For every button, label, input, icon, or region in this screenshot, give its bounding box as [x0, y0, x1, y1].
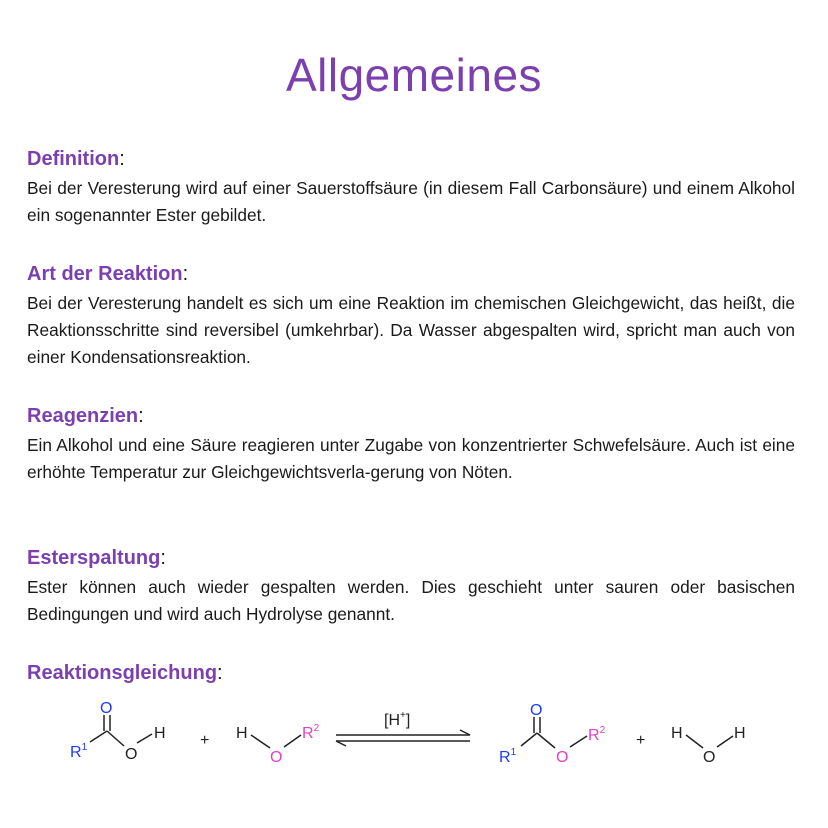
section-art-der-reaktion — [27, 262, 795, 371]
ester-oxygen-label: O — [556, 749, 569, 766]
ester — [499, 702, 606, 766]
section-esterspaltung — [27, 546, 795, 628]
heading-colon: : — [182, 263, 189, 285]
section-reagenzien — [27, 404, 795, 486]
bond — [251, 735, 270, 748]
heading-colon: : — [217, 662, 223, 684]
heading-text: Art der Reaktion — [27, 263, 183, 285]
heading-text: Reagenzien — [27, 405, 139, 427]
section-heading — [27, 546, 795, 570]
bond — [521, 733, 537, 746]
plus-sign: + — [200, 732, 210, 749]
hydroxyl-oxygen-label: O — [125, 746, 138, 763]
water — [671, 725, 746, 766]
hydrogen-label: H — [154, 725, 166, 742]
section-heading — [27, 147, 795, 171]
r1-label: $R^1$ — [70, 742, 88, 761]
bond — [717, 736, 733, 747]
r2-label: $R^2$ — [588, 725, 606, 744]
section-heading — [27, 661, 795, 685]
carboxylic-acid — [70, 700, 166, 763]
heading-text: Definition — [27, 148, 120, 170]
section-body: Ein Alkohol und eine Säure reagieren unter Zugabe von konzentrierter Schwefelsäure. Auch ist eine erhöhte Temperatur zur Gleichgewichtsverla-gerung von Nöten. — [27, 435, 795, 482]
section-heading — [27, 404, 795, 428]
heading-colon: : — [138, 405, 144, 427]
alcohol — [236, 723, 320, 766]
r1-label: $R^1$ — [499, 747, 517, 766]
heading-text: Esterspaltung — [27, 547, 161, 569]
plus-sign: + — [636, 732, 646, 749]
bond — [284, 735, 301, 747]
catalyst-label: [H+] — [384, 710, 411, 729]
bond — [537, 733, 555, 748]
section-reaktionsgleichung — [27, 661, 795, 689]
heading-colon: : — [119, 148, 125, 170]
section-body: Bei der Veresterung wird auf einer Sauerstoffsäure (in diesem Fall Carbonsäure) und einem Alkohol ein sogenannter Ester gebildet. — [27, 178, 795, 225]
reaction-equation — [0, 700, 828, 800]
bond — [107, 731, 124, 746]
carbonyl-oxygen-label: O — [100, 700, 113, 717]
bond — [570, 736, 587, 747]
alcohol-oxygen-label: O — [270, 749, 283, 766]
hydrogen-label: H — [236, 725, 248, 742]
carbonyl-oxygen-label: O — [530, 702, 543, 719]
section-body: Bei der Veresterung handelt es sich um eine Reaktion im chemischen Gleichgewicht, das heißt, die Reaktionsschritte sind reversibel (umkehrbar). Da Wasser abgespalten wird, spricht man auch von einer Kondensationsreaktion. — [27, 293, 795, 367]
hydrogen-label: H — [671, 725, 683, 742]
bond — [137, 734, 152, 743]
equilibrium-arrow — [336, 710, 470, 746]
r2-label: $R^2$ — [302, 723, 320, 742]
page-title: Allgemeines — [285, 49, 543, 101]
bond — [90, 731, 107, 742]
section-heading — [27, 262, 795, 286]
hydrogen-label: H — [734, 725, 746, 742]
section-body: Ester können auch wieder gespalten werden. Dies geschieht unter sauren oder basischen Bedingungen und wird auch Hydrolyse genannt. — [27, 577, 795, 624]
water-oxygen-label: O — [703, 749, 716, 766]
heading-colon: : — [160, 547, 166, 569]
section-definition — [27, 147, 795, 229]
bond — [686, 735, 703, 748]
heading-text: Reaktionsgleichung — [27, 662, 218, 684]
